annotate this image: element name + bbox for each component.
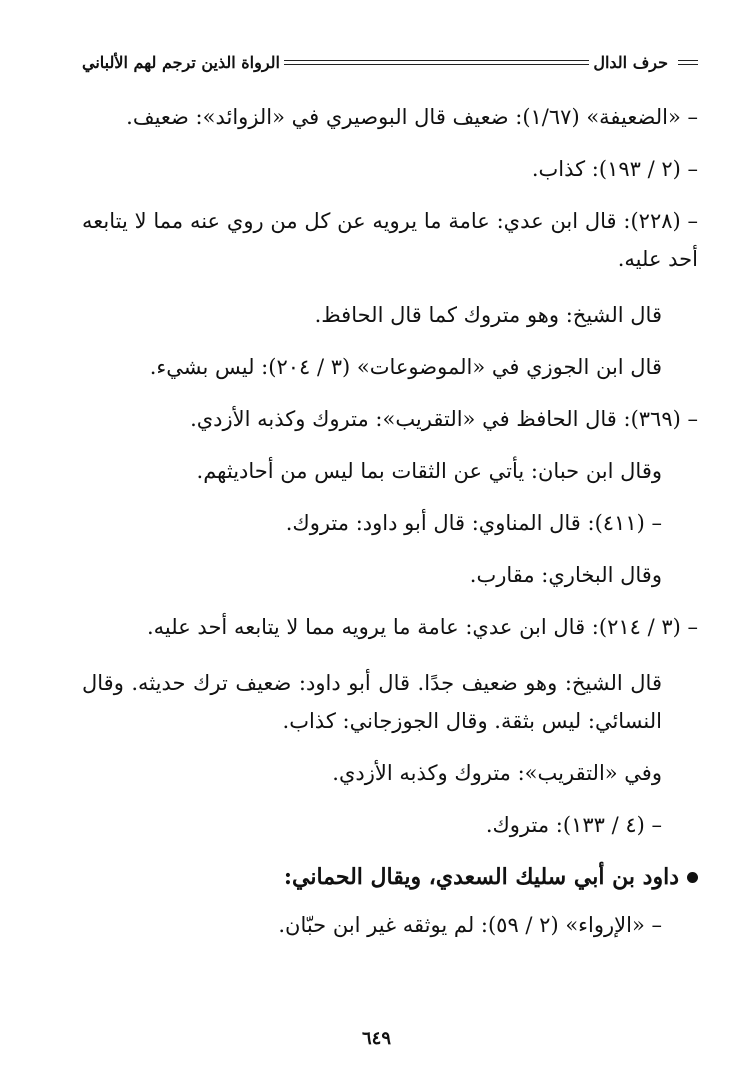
paragraph: – (٢ / ١٩٣): كذاب. <box>531 157 698 181</box>
book-title: الرواة الذين ترجم لهم الألباني <box>82 52 280 72</box>
page-body <box>82 98 698 944</box>
paragraph: – «الضعيفة» (١/٦٧): ضعيف قال البوصيري في «الزوائد»: ضعيف. <box>126 105 698 129</box>
bullet-icon <box>687 872 698 883</box>
paragraph: قال الشيخ: وهو ضعيف جدًا. قال أبو داود: ضعيف ترك حديثه. وقال النسائي: ليس بثقة. وقال الجوزجاني: كذاب. <box>82 671 662 733</box>
paragraph: – (٢٢٨): قال ابن عدي: عامة ما يرويه عن كل من روي عنه مما لا يتابعه أحد عليه. <box>82 209 699 271</box>
header-rule <box>284 60 589 65</box>
paragraph: – (٤ / ١٣٣): متروك. <box>485 813 662 837</box>
paragraph: وقال ابن حبان: يأتي عن الثقات بما ليس من أحاديثهم. <box>196 459 662 483</box>
running-header <box>82 50 698 74</box>
paragraph: وفي «التقريب»: متروك وكذبه الأزدي. <box>332 761 662 785</box>
paragraph: وقال البخاري: مقارب. <box>469 563 662 587</box>
paragraph: – (٤١١): قال المناوي: قال أبو داود: متروك. <box>285 511 662 535</box>
paragraph: – (٣ / ٢١٤): قال ابن عدي: عامة ما يرويه مما لا يتابعه أحد عليه. <box>147 615 698 639</box>
chapter-title: حرف الدال <box>593 52 668 72</box>
paragraph: قال الشيخ: وهو متروك كما قال الحافظ. <box>314 303 662 327</box>
entry-heading-text: داود بن أبي سليك السعدي، ويقال الحماني: <box>283 864 679 890</box>
entry-heading <box>82 858 698 896</box>
paragraph: قال ابن الجوزي في «الموضوعات» (٣ / ٢٠٤): ليس بشيء. <box>149 355 662 379</box>
header-mark <box>678 60 698 65</box>
paragraph: – «الإرواء» (٢ / ٥٩): لم يوثقه غير ابن حبّان. <box>278 913 662 937</box>
page-number: ٦٤٩ <box>361 1028 391 1049</box>
paragraph: – (٣٦٩): قال الحافظ في «التقريب»: متروك وكذبه الأزدي. <box>190 407 698 431</box>
